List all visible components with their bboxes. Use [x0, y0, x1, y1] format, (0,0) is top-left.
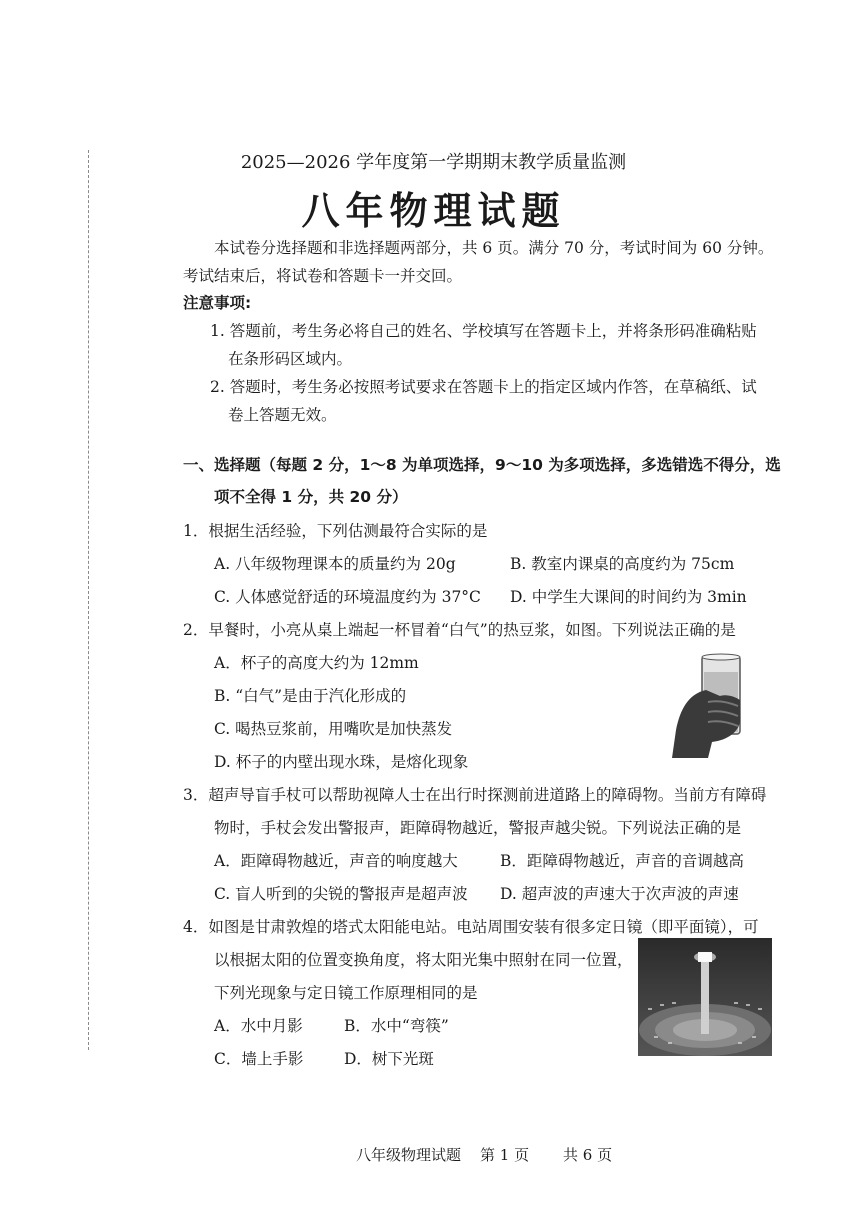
question-3-option-d: D. 超声波的声速大于次声波的声速	[500, 885, 739, 903]
exam-subtitle: 2025—2026 学年度第一学期期末教学质量监测	[240, 152, 627, 173]
footer-total-pages: 共 6 页	[563, 1146, 613, 1164]
question-4-option-a: A．水中月影	[214, 1017, 303, 1035]
exam-title: 八年物理试题	[301, 188, 566, 233]
section-1-heading-line-2: 项不全得 1 分，共 20 分）	[214, 488, 408, 506]
question-3-option-a: A．距障碍物越近，声音的响度越大	[214, 852, 458, 870]
hand-holding-cup-figure	[668, 650, 748, 758]
question-1-stem: 1．根据生活经验，下列估测最符合实际的是	[183, 522, 488, 540]
question-3-option-c: C. 盲人听到的尖锐的警报声是超声波	[214, 885, 468, 903]
question-4-option-d: D．树下光斑	[344, 1050, 434, 1068]
question-4-stem-line-3: 下列光现象与定日镜工作原理相同的是	[214, 984, 478, 1002]
intro-line-1: 本试卷分选择题和非选择题两部分，共 6 页。满分 70 分，考试时间为 60 分钟。	[214, 239, 774, 257]
question-2-option-b: B. “白气”是由于汽化形成的	[214, 687, 407, 705]
note-2-line-1: 2. 答题时，考生务必按照考试要求在答题卡上的指定区域内作答，在草稿纸、试	[210, 378, 757, 396]
question-1-option-a: A. 八年级物理课本的质量约为 20g	[214, 555, 456, 573]
question-1-option-b: B. 教室内课桌的高度约为 75cm	[510, 555, 735, 573]
question-1-option-c: C. 人体感觉舒适的环境温度约为 37°C	[214, 588, 481, 606]
question-4-stem-line-1: 4．如图是甘肃敦煌的塔式太阳能电站。电站周围安装有很多定日镜（即平面镜），可	[183, 918, 759, 936]
question-4-option-c: C．墙上手影	[214, 1050, 304, 1068]
section-1-heading-line-1: 一、选择题（每题 2 分，1～8 为单项选择，9～10 为多项选择，多选错选不得分，选	[183, 456, 781, 474]
question-3-stem-line-1: 3．超声导盲手杖可以帮助视障人士在出行时探测前进道路上的障碍物。当前方有障碍	[183, 786, 767, 804]
note-1-line-1: 1. 答题前，考生务必将自己的姓名、学校填写在答题卡上，并将条形码准确粘贴	[210, 322, 757, 340]
question-3-stem-line-2: 物时，手杖会发出警报声，距障碍物越近，警报声越尖锐。下列说法正确的是	[214, 819, 742, 837]
footer-page-number: 第 1 页	[480, 1146, 530, 1164]
notes-heading: 注意事项:	[183, 294, 252, 312]
footer-exam-name: 八年级物理试题	[356, 1146, 462, 1164]
question-2-option-a: A．杯子的高度大约为 12mm	[214, 654, 419, 672]
note-1-line-2: 在条形码区域内。	[228, 350, 353, 368]
solar-tower-photo	[638, 938, 772, 1056]
intro-line-2: 考试结束后，将试卷和答题卡一并交回。	[183, 267, 463, 285]
question-1-option-d: D. 中学生大课间的时间约为 3min	[510, 588, 747, 606]
binding-margin-line	[88, 150, 89, 1050]
question-4-option-b: B．水中“弯筷”	[344, 1017, 449, 1035]
question-4-stem-line-2: 以根据太阳的位置变换角度，将太阳光集中照射在同一位置，	[214, 951, 633, 969]
question-3-option-b: B．距障碍物越近，声音的音调越高	[500, 852, 744, 870]
question-2-stem: 2．早餐时，小亮从桌上端起一杯冒着“白气”的热豆浆，如图。下列说法正确的是	[183, 621, 736, 639]
note-2-line-2: 卷上答题无效。	[228, 406, 337, 424]
question-2-option-d: D. 杯子的内壁出现水珠，是熔化现象	[214, 753, 469, 771]
question-2-option-c: C. 喝热豆浆前，用嘴吹是加快蒸发	[214, 720, 453, 738]
